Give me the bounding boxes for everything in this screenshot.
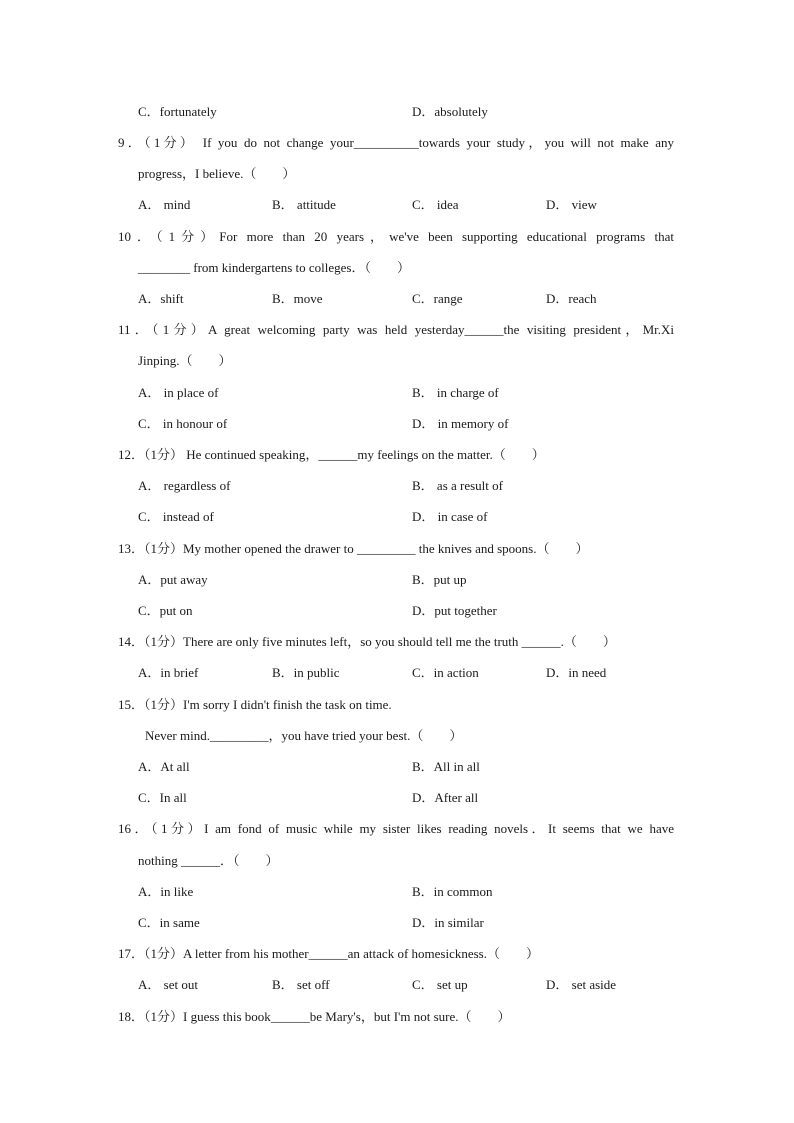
question-16-option-d[interactable]: D．in similar [412,915,484,930]
question-12-option-b[interactable]: B． as a result of [412,478,503,493]
question-14-option-d[interactable]: D．in need [546,665,607,680]
question-12-option-d[interactable]: D． in case of [412,509,488,524]
question-17-option-d[interactable]: D． set aside [546,977,617,992]
question-18-stem-line-1: 18．（1分）I guess this book______be Mary's，but I'm not sure.（ ） [118,1009,511,1024]
question-14-option-a[interactable]: A．in brief [138,665,199,680]
question-9-option-a[interactable]: A． mind [138,197,191,212]
question-12-option-c[interactable]: C． instead of [138,509,214,524]
question-14-option-b[interactable]: B．in public [272,665,340,680]
question-16-stem-line-2: nothing ______．（ ） [138,853,279,868]
question-9-stem-line-2: progress，I believe.（ ） [138,166,296,181]
question-13-option-c[interactable]: C．put on [138,603,193,618]
question-10-option-c[interactable]: C．range [412,291,463,306]
question-14-stem-line-1: 14．（1分）There are only five minutes left，so you should tell me the truth ______.（ ） [118,634,616,649]
question-9-stem-line-1: 9．（1分） If you do not change your__________towards your study，you will not make any [118,135,674,150]
question-17-option-c[interactable]: C． set up [412,977,468,992]
question-17-stem-line-1: 17．（1分）A letter from his mother______an attack of homesickness.（ ） [118,946,539,961]
question-15-option-d[interactable]: D．After all [412,790,479,805]
question-13-option-d[interactable]: D．put together [412,603,497,618]
question-13-stem-line-1: 13．（1分）My mother opened the drawer to _________ the knives and spoons.（ ） [118,541,589,556]
question-13-option-b[interactable]: B．put up [412,572,467,587]
question-15-option-b[interactable]: B．All in all [412,759,480,774]
question-10-option-d[interactable]: D．reach [546,291,597,306]
question-16-stem-line-1: 16．（1分）I am fond of music while my sister likes reading novels．It seems that we have [118,821,674,836]
question-13-option-a[interactable]: A．put away [138,572,208,587]
question-11-option-b[interactable]: B． in charge of [412,385,499,400]
question-11-option-d[interactable]: D． in memory of [412,416,509,431]
question-15-option-a[interactable]: A．At all [138,759,190,774]
question-10-stem-line-1: 10．（1分）For more than 20 years，we've been supporting educational programs that [118,229,674,244]
question-17-option-a[interactable]: A． set out [138,977,198,992]
question-11-stem-line-1: 11．（1分）A great welcoming party was held yesterday______the visiting president，Mr.Xi [118,322,674,337]
question-15-stem-line-1: 15．（1分）I'm sorry I didn't finish the task on time. [118,697,392,712]
question-16-option-c[interactable]: C．in same [138,915,200,930]
question-11-stem-line-2: Jinping.（ ） [138,353,232,368]
option-d[interactable]: D．absolutely [412,104,488,119]
option-c[interactable]: C．fortunately [138,104,217,119]
question-16-option-a[interactable]: A．in like [138,884,194,899]
question-9-option-b[interactable]: B． attitude [272,197,336,212]
question-9-option-c[interactable]: C． idea [412,197,459,212]
question-15-stem-line-2: Never mind._________，you have tried your best.（ ） [145,728,463,743]
question-10-option-a[interactable]: A．shift [138,291,184,306]
question-16-option-b[interactable]: B．in common [412,884,493,899]
question-11-option-a[interactable]: A． in place of [138,385,219,400]
question-11-option-c[interactable]: C． in honour of [138,416,228,431]
question-15-option-c[interactable]: C．In all [138,790,187,805]
question-9-option-d[interactable]: D． view [546,197,597,212]
question-10-option-b[interactable]: B．move [272,291,323,306]
question-10-stem-line-2: ________ from kindergartens to colleges．（ ） [138,260,410,275]
question-12-option-a[interactable]: A． regardless of [138,478,231,493]
question-12-stem-line-1: 12．（1分） He continued speaking，______my feelings on the matter.（ ） [118,447,545,462]
question-17-option-b[interactable]: B． set off [272,977,330,992]
question-14-option-c[interactable]: C．in action [412,665,479,680]
